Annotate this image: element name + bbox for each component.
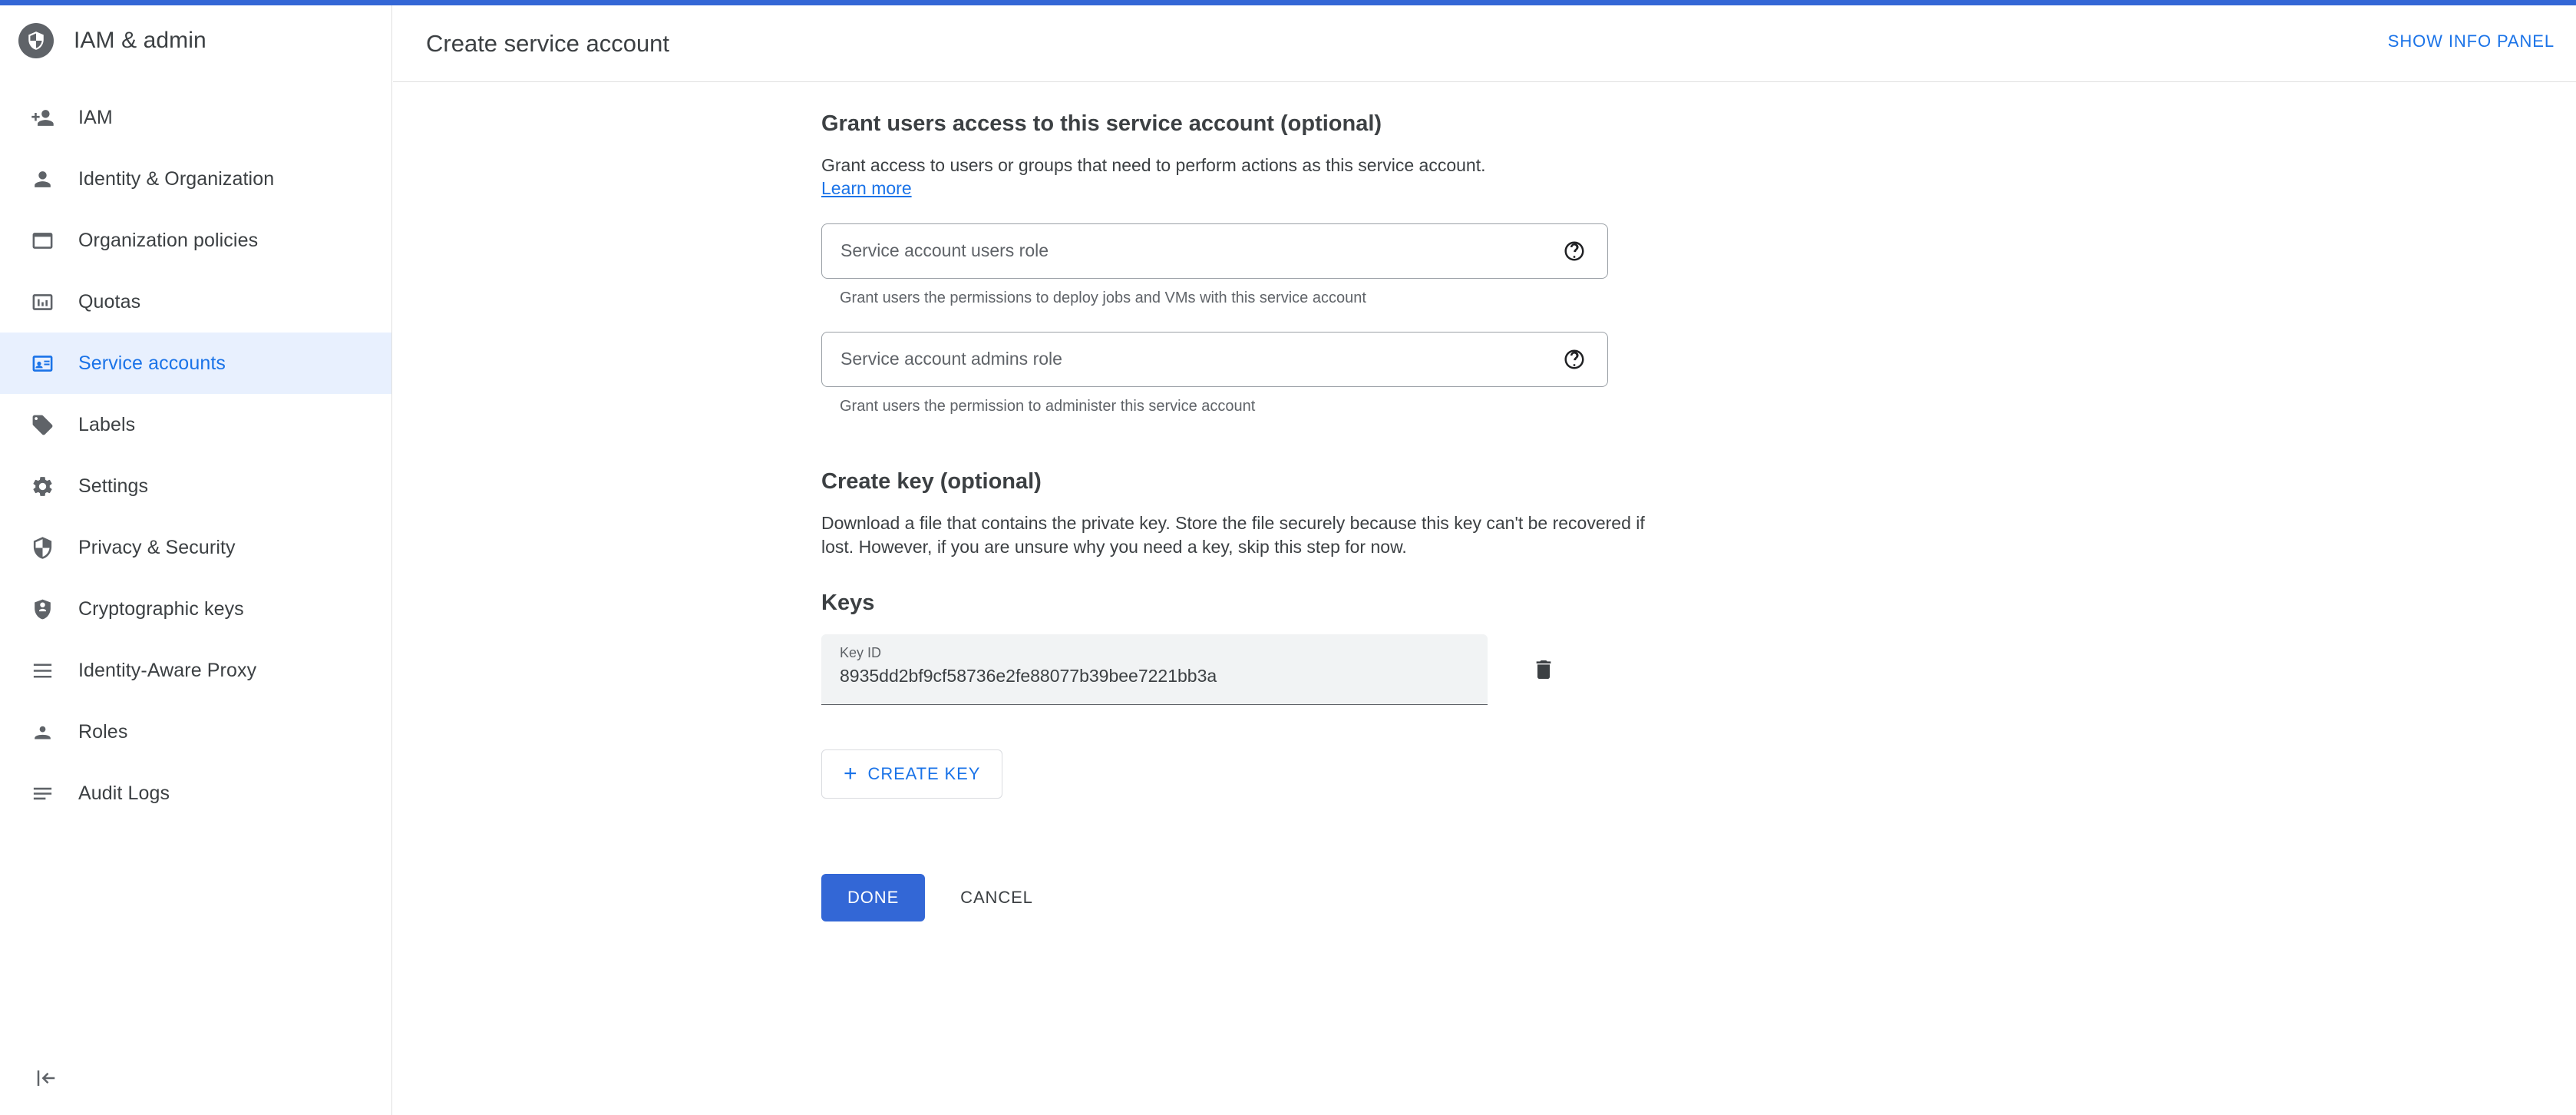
service-account-admins-role-placeholder: Service account admins role bbox=[841, 349, 1062, 369]
sidebar-item-label: Quotas bbox=[78, 290, 141, 313]
sidebar-item-label: Settings bbox=[78, 475, 149, 497]
shield-check-icon bbox=[29, 534, 55, 561]
key-id-value: 8935dd2bf9cf58736e2fe88077b39bee7221bb3a bbox=[840, 666, 1217, 687]
policy-board-icon bbox=[29, 227, 55, 253]
sidebar-item-cryptographic-keys[interactable] bbox=[0, 578, 391, 640]
sidebar-item-identity-organization[interactable] bbox=[0, 148, 391, 210]
help-icon[interactable] bbox=[1563, 348, 1586, 371]
form-actions bbox=[821, 874, 1666, 921]
main-content bbox=[393, 5, 2576, 1115]
sidebar-title: IAM & admin bbox=[74, 28, 206, 53]
sidebar-item-labels[interactable] bbox=[0, 394, 391, 455]
create-key-section-title: Create key (optional) bbox=[821, 468, 1042, 494]
sidebar-item-label: Service accounts bbox=[78, 352, 226, 374]
sidebar-item-audit-logs[interactable] bbox=[0, 763, 391, 824]
key-id-label: Key ID bbox=[840, 645, 882, 661]
id-card-icon bbox=[29, 350, 55, 376]
section-divider-space bbox=[821, 415, 1666, 469]
page-title: Create service account bbox=[426, 29, 670, 57]
main-header bbox=[393, 5, 2576, 82]
trash-icon[interactable] bbox=[1527, 653, 1560, 686]
tag-icon bbox=[29, 412, 55, 438]
proxy-icon bbox=[29, 657, 55, 683]
help-icon[interactable] bbox=[1563, 240, 1586, 263]
collapse-panel-icon[interactable] bbox=[31, 1063, 61, 1093]
sidebar-item-organization-policies[interactable] bbox=[0, 210, 391, 271]
sidebar-item-label: Cryptographic keys bbox=[78, 597, 244, 620]
service-account-users-role-placeholder: Service account users role bbox=[841, 240, 1049, 261]
sidebar-nav bbox=[0, 87, 391, 824]
sidebar bbox=[0, 5, 392, 1115]
sidebar-item-roles[interactable] bbox=[0, 701, 391, 763]
cancel-button[interactable]: CANCEL bbox=[943, 874, 1050, 921]
service-account-admins-role-wrap bbox=[821, 332, 1666, 415]
sidebar-item-label: Privacy & Security bbox=[78, 536, 236, 558]
grant-section-title: Grant users access to this service account (optional) bbox=[821, 111, 1382, 136]
service-account-admins-role-input[interactable] bbox=[821, 332, 1608, 387]
sidebar-item-identity-aware-proxy[interactable] bbox=[0, 640, 391, 701]
shield-icon bbox=[18, 23, 54, 58]
sidebar-item-label: Labels bbox=[78, 413, 136, 435]
sidebar-item-service-accounts[interactable] bbox=[0, 333, 391, 394]
sidebar-item-quotas[interactable] bbox=[0, 271, 391, 333]
chart-bar-icon bbox=[29, 289, 55, 315]
keys-title: Keys bbox=[821, 591, 875, 616]
roles-icon bbox=[29, 719, 55, 745]
key-id-field[interactable] bbox=[821, 634, 1488, 705]
sidebar-item-settings[interactable] bbox=[0, 455, 391, 517]
create-key-button-label: CREATE KEY bbox=[867, 764, 981, 784]
learn-more-link[interactable]: Learn more bbox=[821, 177, 912, 198]
sidebar-item-label: IAM bbox=[78, 106, 113, 128]
show-info-panel-button[interactable]: SHOW INFO PANEL bbox=[2387, 31, 2555, 51]
sidebar-header bbox=[0, 5, 391, 76]
top-accent-bar bbox=[0, 0, 2576, 5]
key-shield-icon bbox=[29, 596, 55, 622]
form-container bbox=[821, 111, 1666, 921]
sidebar-item-iam[interactable] bbox=[0, 87, 391, 148]
sidebar-item-label: Organization policies bbox=[78, 229, 259, 251]
list-icon bbox=[29, 780, 55, 806]
sidebar-item-privacy-security[interactable] bbox=[0, 517, 391, 578]
person-add-icon bbox=[29, 104, 55, 131]
sidebar-item-label: Audit Logs bbox=[78, 782, 170, 804]
create-key-section-description: Download a file that contains the private key. Store the file securely because this key can't be recovered if lost. However, if you are unsure why you need a key, skip this step for now. bbox=[821, 512, 1645, 558]
service-account-users-role-hint: Grant users the permissions to deploy jobs and VMs with this service account bbox=[840, 289, 1366, 306]
sidebar-item-label: Identity & Organization bbox=[78, 167, 275, 190]
person-circle-icon bbox=[29, 166, 55, 192]
grant-section-description: Grant access to users or groups that need to perform actions as this service account. bbox=[821, 155, 1486, 175]
service-account-admins-role-hint: Grant users the permission to administer this service account bbox=[840, 397, 1256, 415]
done-button[interactable]: DONE bbox=[821, 874, 925, 921]
sidebar-item-label: Roles bbox=[78, 720, 128, 743]
service-account-users-role-wrap bbox=[821, 223, 1666, 307]
sidebar-item-label: Identity-Aware Proxy bbox=[78, 659, 257, 681]
plus-icon: + bbox=[844, 761, 857, 787]
gear-icon bbox=[29, 473, 55, 499]
service-account-users-role-input[interactable] bbox=[821, 223, 1608, 279]
create-key-button[interactable] bbox=[821, 749, 1002, 799]
key-row bbox=[821, 634, 1666, 705]
